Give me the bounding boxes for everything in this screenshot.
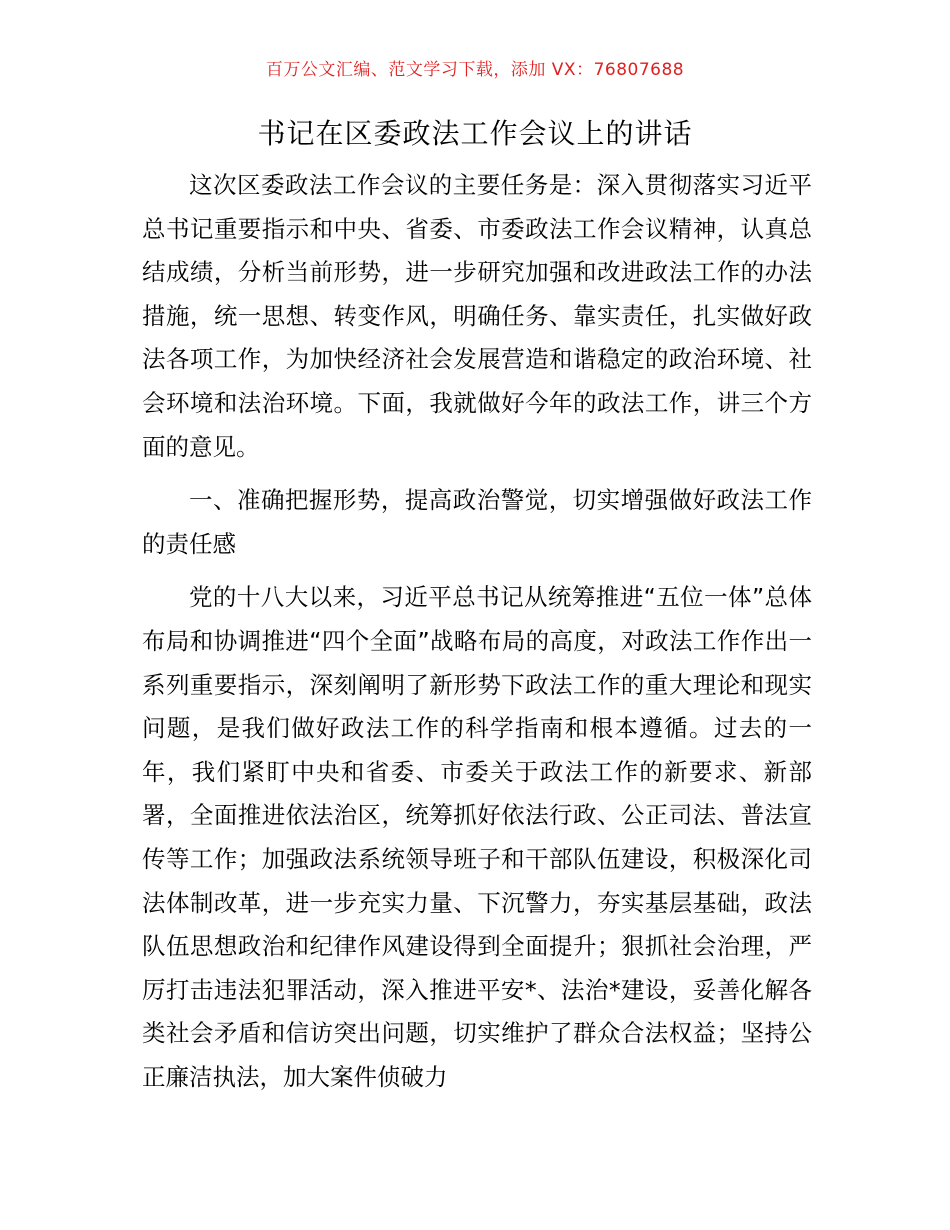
section-heading-1: 一、准确把握形势，提高政治警觉，切实增强做好政法工作的责任感 xyxy=(142,486,812,558)
paragraph-review: 党的十八大以来，习近平总书记从统筹推进“五位一体”总体布局和协调推进“四个全面”战略布局的高度，对政法工作作出一系列重要指示，深刻阐明了新形势下政法工作的重大理论和现实问题，是我们做好政法工作的科学指南和根本遵循。过去的一年，我们紧盯中央和省委、市委关于政法工作的新要求、新部署，全面推进依法治区，统筹抓好依法行政、公正司法、普法宣传等工作；加强政法系统领导班子和干部队伍建设，积极深化司法体制改革，进一步充实力量、下沉警力，夯实基层基础，政法队伍思想政治和纪律作风建设得到全面提升；狠抓社会治理，严厉打击违法犯罪活动，深入推进平安*、法治*建设，妥善化解各类社会矛盾和信访突出问题，切实维护了群众合法权益；坚持公正廉洁执法，加大案件侦破力 xyxy=(142,583,812,1091)
paragraph-intro: 这次区委政法工作会议的主要任务是：深入贯彻落实习近平总书记重要指示和中央、省委、市委政法工作会议精神，认真总结成绩，分析当前形势，进一步研究加强和改进政法工作的办法措施，统一思想、转变作风，明确任务、靠实责任，扎实做好政法各项工作，为加快经济社会发展营造和谐稳定的政治环境、社会环境和法治环境。下面，我就做好今年的政法工作，讲三个方面的意见。 xyxy=(142,171,812,461)
document-title: 书记在区委政法工作会议上的讲话 xyxy=(257,117,693,150)
promo-banner: 百万公文汇编、范文学习下载，添加 VX：76807688 xyxy=(265,60,685,80)
document-body xyxy=(142,164,812,1109)
